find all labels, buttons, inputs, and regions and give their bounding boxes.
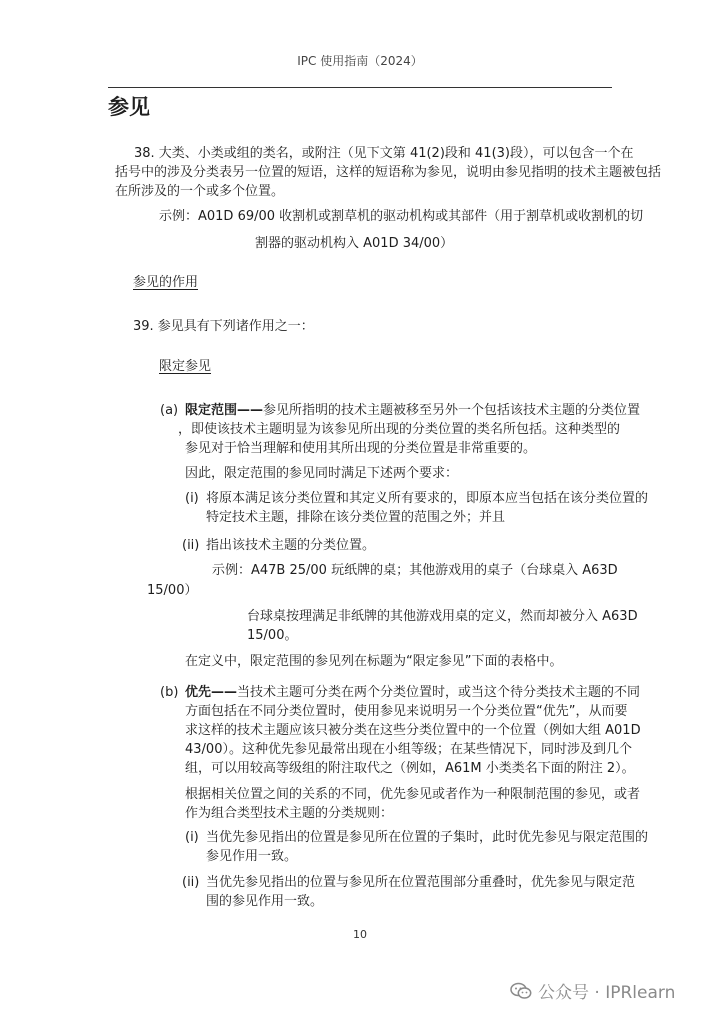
- item-a-term: 限定范围——: [185, 403, 264, 418]
- item-b-line-3: 求这样的技术主题应该只被分类在这些分类位置中的一个位置（例如大组 A01D: [185, 723, 641, 738]
- item-a-line-2: ，即使该技术主题明显为该参见所出现的分类位置的类名所包括。这种类型的: [178, 422, 621, 437]
- example-2-line-2: 15/00）: [147, 583, 198, 598]
- item-b-ii-label: (ii): [182, 875, 200, 890]
- running-header: IPC 使用指南（2024）: [297, 54, 423, 68]
- subheading-role-of-references: 参见的作用: [133, 275, 199, 290]
- example-1-line-1: 示例：A01D 69/00 收割机或割草机的驱动机构或其部件（用于割草机或收割机的切: [159, 209, 644, 224]
- subheading-limiting-references: 限定参见: [159, 359, 212, 374]
- watermark-text: 公众号 · IPRlearn: [538, 983, 676, 1003]
- example-2-line-4: 15/00。: [247, 628, 298, 643]
- item-b-i-line-1: 当优先参见指出的位置是参见所在位置的子集时，此时优先参见与限定范围的: [206, 830, 649, 845]
- item-a-label: (a): [160, 403, 179, 418]
- item-a-ii-line-1: 指出该技术主题的分类位置。: [206, 538, 376, 553]
- item-b-i-label: (i): [185, 830, 199, 845]
- para-38-line-3: 在所涉及的一个或多个位置。: [115, 184, 285, 199]
- item-b-ii-line-1: 当优先参见指出的位置与参见所在位置范围部分重叠时，优先参见与限定范: [206, 875, 636, 890]
- item-a-ii-label: (ii): [182, 538, 200, 553]
- section-title: 参见: [108, 95, 150, 119]
- item-a-line-3: 参见对于恰当理解和使用其所出现的分类位置是非常重要的。: [185, 441, 537, 456]
- item-b-line-1: [185, 684, 640, 702]
- para-38-line-2: 括号中的涉及分类表另一位置的短语，这样的短语称为参见，说明由参见指明的技术主题被包括: [115, 165, 662, 180]
- item-b-line-5: 组，可以用较高等级组的附注取代之（例如，A61M 小类类名下面的附注 2）。: [185, 761, 635, 776]
- page-number: 10: [353, 928, 367, 941]
- item-b-term: 优先——: [185, 685, 238, 700]
- item-b-ii-line-2: 围的参见作用一致。: [206, 894, 324, 909]
- item-b-rule-line-1: 根据相关位置之间的关系的不同，优先参见或者作为一种限制范围的参见，或者: [185, 787, 641, 802]
- wechat-icon: [510, 982, 532, 1000]
- para-39: 39. 参见具有下列诸作用之一：: [133, 319, 314, 334]
- item-a-i-label: (i): [185, 491, 199, 506]
- example-2-line-3: 台球桌按理满足非纸牌的其他游戏用桌的定义，然而却被分入 A63D: [247, 609, 638, 624]
- para-38-line-1: 38. 大类、小类或组的类名，或附注（见下文第 41(2)段和 41(3)段），可以包含一个在: [134, 146, 634, 161]
- item-b-line-1-text: 当技术主题可分类在两个分类位置时，或当这个待分类技术主题的不同: [237, 685, 641, 700]
- example-1-line-2: 割器的驱动机构入 A01D 34/00）: [255, 236, 454, 251]
- item-b-i-line-2: 参见作用一致。: [206, 849, 298, 864]
- item-a-line-1: [185, 402, 640, 420]
- item-a-note: 在定义中，限定范围的参见列在标题为“限定参见”下面的表格中。: [185, 654, 563, 669]
- item-a-requirements: 因此，限定范围的参见同时满足下述两个要求：: [185, 466, 459, 481]
- watermark: [510, 978, 675, 1003]
- item-b-line-2: 方面包括在不同分类位置时，使用参见来说明另一个分类位置“优先”，从而要: [185, 704, 628, 719]
- example-2-line-1: 示例：A47B 25/00 玩纸牌的桌；其他游戏用的桌子（台球桌入 A63D: [212, 563, 618, 578]
- item-b-label: (b): [160, 685, 179, 700]
- item-b-line-4: 43/00）。这种优先参见最常出现在小组等级；在某些情况下，同时涉及到几个: [185, 742, 632, 757]
- header-rule: [108, 87, 612, 88]
- item-a-i-line-2: 特定技术主题，排除在该分类位置的范围之外；并且: [206, 510, 506, 525]
- item-a-line-1-text: 参见所指明的技术主题被移至另外一个包括该技术主题的分类位置: [263, 403, 641, 418]
- item-a-i-line-1: 将原本满足该分类位置和其定义所有要求的，即原本应当包括在该分类位置的: [206, 491, 649, 506]
- item-b-rule-line-2: 作为组合类型技术主题的分类规则：: [185, 806, 394, 821]
